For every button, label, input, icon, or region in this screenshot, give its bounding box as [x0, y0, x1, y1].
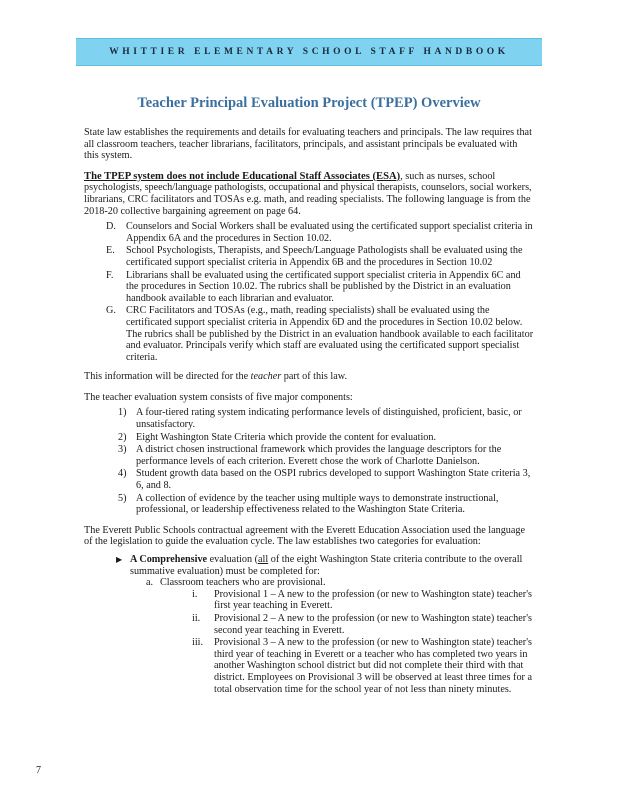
provisional-text: Provisional 1 – A new to the profession (or new to Washington state) teacher's first year teaching in Everett. [214, 588, 532, 612]
provisional-item [192, 589, 534, 612]
component-item [118, 432, 534, 444]
comprehensive-text1: evaluation ( [207, 554, 258, 565]
provisional-item [192, 613, 534, 636]
everett-paragraph: The Everett Public Schools contractual agreement with the Everett Education Association used the language of the legislation to guide the evaluation cycle. The law establishes two categories for evaluation: [84, 524, 526, 548]
letter-text: Counselors and Social Workers shall be evaluated using the certificated support specialist criteria in Appendix 6A and the procedures in Section 10.02. [126, 221, 533, 244]
comprehensive-text [130, 554, 522, 577]
component-text: A four-tiered rating system indicating performance levels of distinguished, proficient, basic, or unsatisfactory. [136, 407, 522, 431]
component-item [118, 493, 534, 516]
provisional-item [192, 637, 534, 695]
sub-item-text: Classroom teachers who are provisional. [160, 577, 326, 589]
component-item [118, 444, 534, 467]
esa-rest: , such as nurses, school psychologists, speech/language pathologists, occupational and physical therapists, counselors, social workers, librarians, CRC facilitators and TOSAs e.g. math, and reading specialists. The following language is from the 2018-20 collective bargaining agreement on page 64. [84, 170, 532, 217]
arrow-bullet-icon: ▶ [116, 555, 123, 564]
component-label: 5) [118, 492, 127, 504]
component-label: 2) [118, 431, 127, 443]
letter-label: D. [106, 221, 116, 233]
letter-label: F. [106, 269, 114, 281]
component-text: A collection of evidence by the teacher using multiple ways to demonstrate instructional, professional, or leadership effectiveness related to the Washington State Criteria. [136, 492, 499, 516]
letter-item-f [106, 270, 534, 305]
teacher-note-before: This information will be directed for the [84, 371, 251, 383]
provisional-label: ii. [192, 612, 201, 624]
provisional-label: iii. [192, 637, 204, 649]
component-text: Eight Washington State Criteria which provide the content for evaluation. [136, 431, 437, 443]
letter-item-e [106, 245, 534, 268]
letter-label: G. [106, 305, 116, 317]
component-text: Student growth data based on the OSPI rubrics developed to support Washington State criteria 3, 6, and 8. [136, 468, 531, 492]
esa-paragraph [84, 171, 534, 217]
provisional-text: Provisional 2 – A new to the profession (or new to Washington state) teacher's second year teaching in Everett. [214, 612, 532, 636]
components-list [84, 407, 534, 515]
letter-item-g [106, 305, 534, 363]
handbook-header-band [76, 38, 542, 66]
esa-lead: The TPEP system does not include Educational Staff Associates (ESA) [84, 170, 401, 182]
teacher-note [84, 371, 534, 383]
component-label: 3) [118, 444, 127, 456]
component-label: 4) [118, 468, 127, 480]
comprehensive-text2: of the eight Washington State criteria contribute to the overall summative evaluation) must be completed for: [130, 554, 523, 577]
handbook-header-text: WHITTIER ELEMENTARY SCHOOL STAFF HANDBOOK [109, 47, 509, 57]
provisional-label: i. [192, 588, 198, 600]
letter-text: Librarians shall be evaluated using the certificated support specialist criteria in Appendix 6C and the procedures in Section 10.02. The rubrics shall be published by the District in an evaluation handbook available to each librarian and evaluator. [126, 269, 521, 304]
teacher-note-emph: teacher [250, 371, 282, 383]
components-intro: The teacher evaluation system consists of five major components: [84, 391, 353, 403]
component-label: 1) [118, 407, 127, 419]
provisional-text: Provisional 3 – A new to the profession (or new to Washington state) teacher's third year of teaching in Everett or a teacher who has completed two years in another Washington school district but did not complete their third with that district. Employees on Provisional 3 will be observed at least three times for a total observation time for the school year of not less than ninety minutes. [214, 637, 533, 695]
comprehensive-bold: A Comprehensive [130, 554, 208, 565]
component-item [118, 468, 534, 491]
esa-letter-list [84, 221, 534, 363]
sub-item-a [84, 577, 534, 589]
letter-item-d [106, 221, 534, 244]
document-body [84, 127, 534, 696]
teacher-note-after: part of this law. [281, 371, 348, 383]
provisional-list [84, 589, 534, 695]
page-title: Teacher Principal Evaluation Project (TPEP) Overview [137, 95, 481, 111]
letter-text: School Psychologists, Therapists, and Speech/Language Pathologists shall be evaluated using the certificated support specialist criteria in Appendix 6B and the procedures in Section 10.02 [126, 245, 523, 268]
intro-paragraph: State law establishes the requirements and details for evaluating teachers and principals. The law requires that all classroom teachers, teacher librarians, facilitators, principals, and assistant principals be evaluated with this system. [84, 127, 532, 162]
letter-text: CRC Facilitators and TOSAs (e.g., math, reading specialists) shall be evaluated using the certificated support specialist criteria in Appendix 6D and the procedures in Section 10.02 below. The rubrics shall be published by the District in an evaluation handbook available to each facilitator and evaluator. Principals verify which staff are evaluated using the certificated support specialist criteria. [126, 305, 534, 363]
comprehensive-bullet [84, 554, 534, 577]
letter-label: E. [106, 245, 115, 257]
component-item [118, 407, 534, 430]
sub-item-label: a. [146, 577, 154, 589]
page-number: 7 [36, 765, 41, 776]
comprehensive-underline: all [258, 554, 269, 565]
component-text: A district chosen instructional framework which provides the language descriptors for the performance levels of each criterion. Everett chose the work of Charlotte Danielson. [136, 444, 502, 467]
